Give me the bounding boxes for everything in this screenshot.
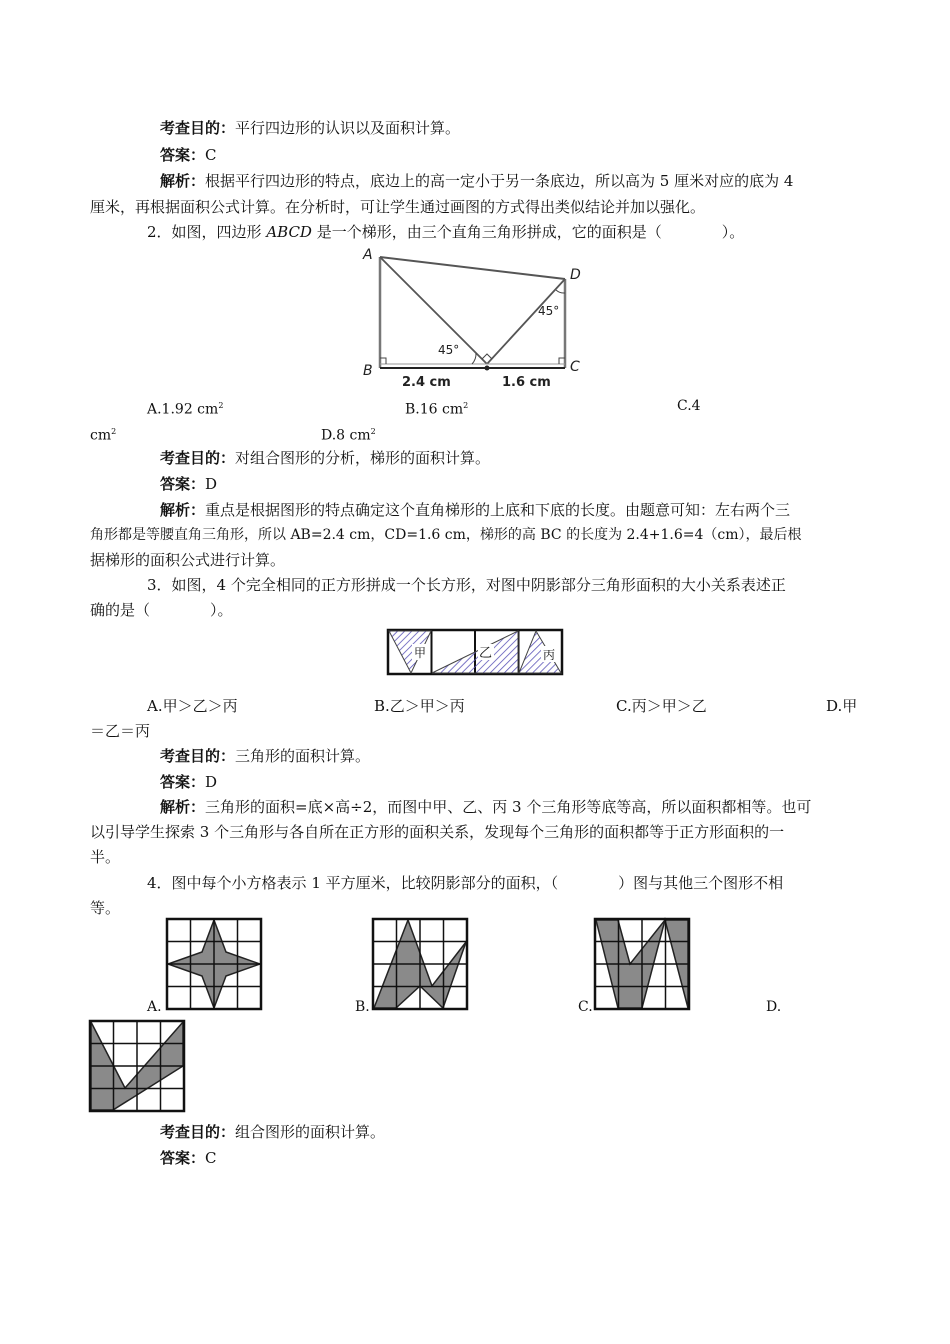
label-yi: 乙 <box>479 646 493 661</box>
q2-option-c: C.4 <box>677 398 701 414</box>
q3-analysis-line3: 半。 <box>90 848 121 866</box>
q2-option-c-cont: $cm^2$ <box>90 427 117 444</box>
q2-analysis-line1: 解析：重点是根据图形的特点确定这个直角梯形的上底和下底的长度。由题意可知：左右两个三 <box>160 501 791 519</box>
q4-option-c: C. <box>578 999 593 1015</box>
q3-option-b: B.乙＞甲＞丙 <box>374 697 465 715</box>
q3-stem-line2: 确的是（ ）。 <box>90 601 233 619</box>
q4-answer: 答案：C <box>160 1149 217 1167</box>
label-D: D <box>570 267 581 283</box>
q2-answer: 答案：D <box>160 475 218 493</box>
q3-option-c: C.丙＞甲＞乙 <box>616 697 707 715</box>
q4-stem-line1: 4．图中每个小方格表示 1 平方厘米，比较阴影部分的面积，（ ）图与其他三个图形不相 <box>147 874 784 892</box>
q2-purpose: 考查目的：对组合图形的分析，梯形的面积计算。 <box>160 449 491 467</box>
label-C: C <box>570 359 580 375</box>
q4-option-d: D. <box>766 999 782 1015</box>
q2-stem: 2．如图，四边形 ABCD 是一个梯形，由三个直角三角形拼成，它的面积是（ ）。 <box>147 223 745 241</box>
q1-purpose: 考查目的：平行四边形的认识以及面积计算。 <box>160 119 461 137</box>
angle-label-bottom: 45° <box>438 343 460 357</box>
q4-option-a: A. <box>147 999 162 1015</box>
q1-answer: 答案：C <box>160 146 217 164</box>
q4-purpose: 考查目的：组合图形的面积计算。 <box>160 1123 386 1141</box>
q1-analysis-line1: 解析：根据平行四边形的特点，底边上的高一定小于另一条底边，所以高为 5 厘米对应的底为 4 <box>160 172 794 190</box>
grid-figure-c <box>594 918 690 1010</box>
grid-figure-d <box>89 1020 185 1112</box>
q1-analysis-line2: 厘米，再根据面积公式计算。在分析时，可让学生通过画图的方式得出类似结论并加以强化。 <box>90 198 706 216</box>
q3-stem-line1: 3．如图，4 个完全相同的正方形拼成一个长方形，对图中阴影部分三角形面积的大小关系表述正 <box>147 576 786 594</box>
q3-answer: 答案：D <box>160 773 218 791</box>
q3-purpose: 考查目的：三角形的面积计算。 <box>160 747 371 765</box>
angle-label-d: 45° <box>538 304 560 318</box>
q3-analysis-line2: 以引导学生探索 3 个三角形与各自所在正方形的面积关系，发现每个三角形的面积都等于正方形面积的一 <box>90 823 785 841</box>
q4-option-b: B. <box>355 999 370 1015</box>
label-jia: 甲 <box>414 646 427 660</box>
q3-option-d-cont: ＝乙＝丙 <box>90 722 151 740</box>
q2-analysis-line3: 据梯形的面积公式进行计算。 <box>90 551 286 569</box>
length-label-left: 2.4 cm <box>402 375 451 390</box>
q3-option-a: A.甲＞乙＞丙 <box>147 697 238 715</box>
q2-option-d: D.8 $cm^2$ <box>321 427 376 444</box>
label-A: A <box>363 247 373 263</box>
length-label-right: 1.6 cm <box>502 375 551 390</box>
grid-figure-a <box>166 918 262 1010</box>
q4-stem-line2: 等。 <box>90 899 121 917</box>
squares-figure <box>386 628 564 676</box>
q2-option-a: A.1.92 $cm^2$ <box>147 401 224 418</box>
label-bing: 丙 <box>543 648 556 662</box>
q2-option-b: B.16 $cm^2$ <box>405 401 469 418</box>
trapezoid-figure <box>360 245 590 390</box>
q2-analysis-line2: 角形都是等腰直角三角形，所以 AB=2.4 cm，CD=1.6 cm，梯形的高 BC 的长度为 2.4+1.6=4（cm），最后根 <box>90 527 802 543</box>
label-B: B <box>363 363 373 379</box>
grid-figure-b <box>372 918 468 1010</box>
q3-analysis-line1: 解析：三角形的面积=底×高÷2，而图中甲、乙、丙 3 个三角形等底等高，所以面积都相等。也可 <box>160 798 812 816</box>
q3-option-d: D.甲 <box>826 697 858 715</box>
